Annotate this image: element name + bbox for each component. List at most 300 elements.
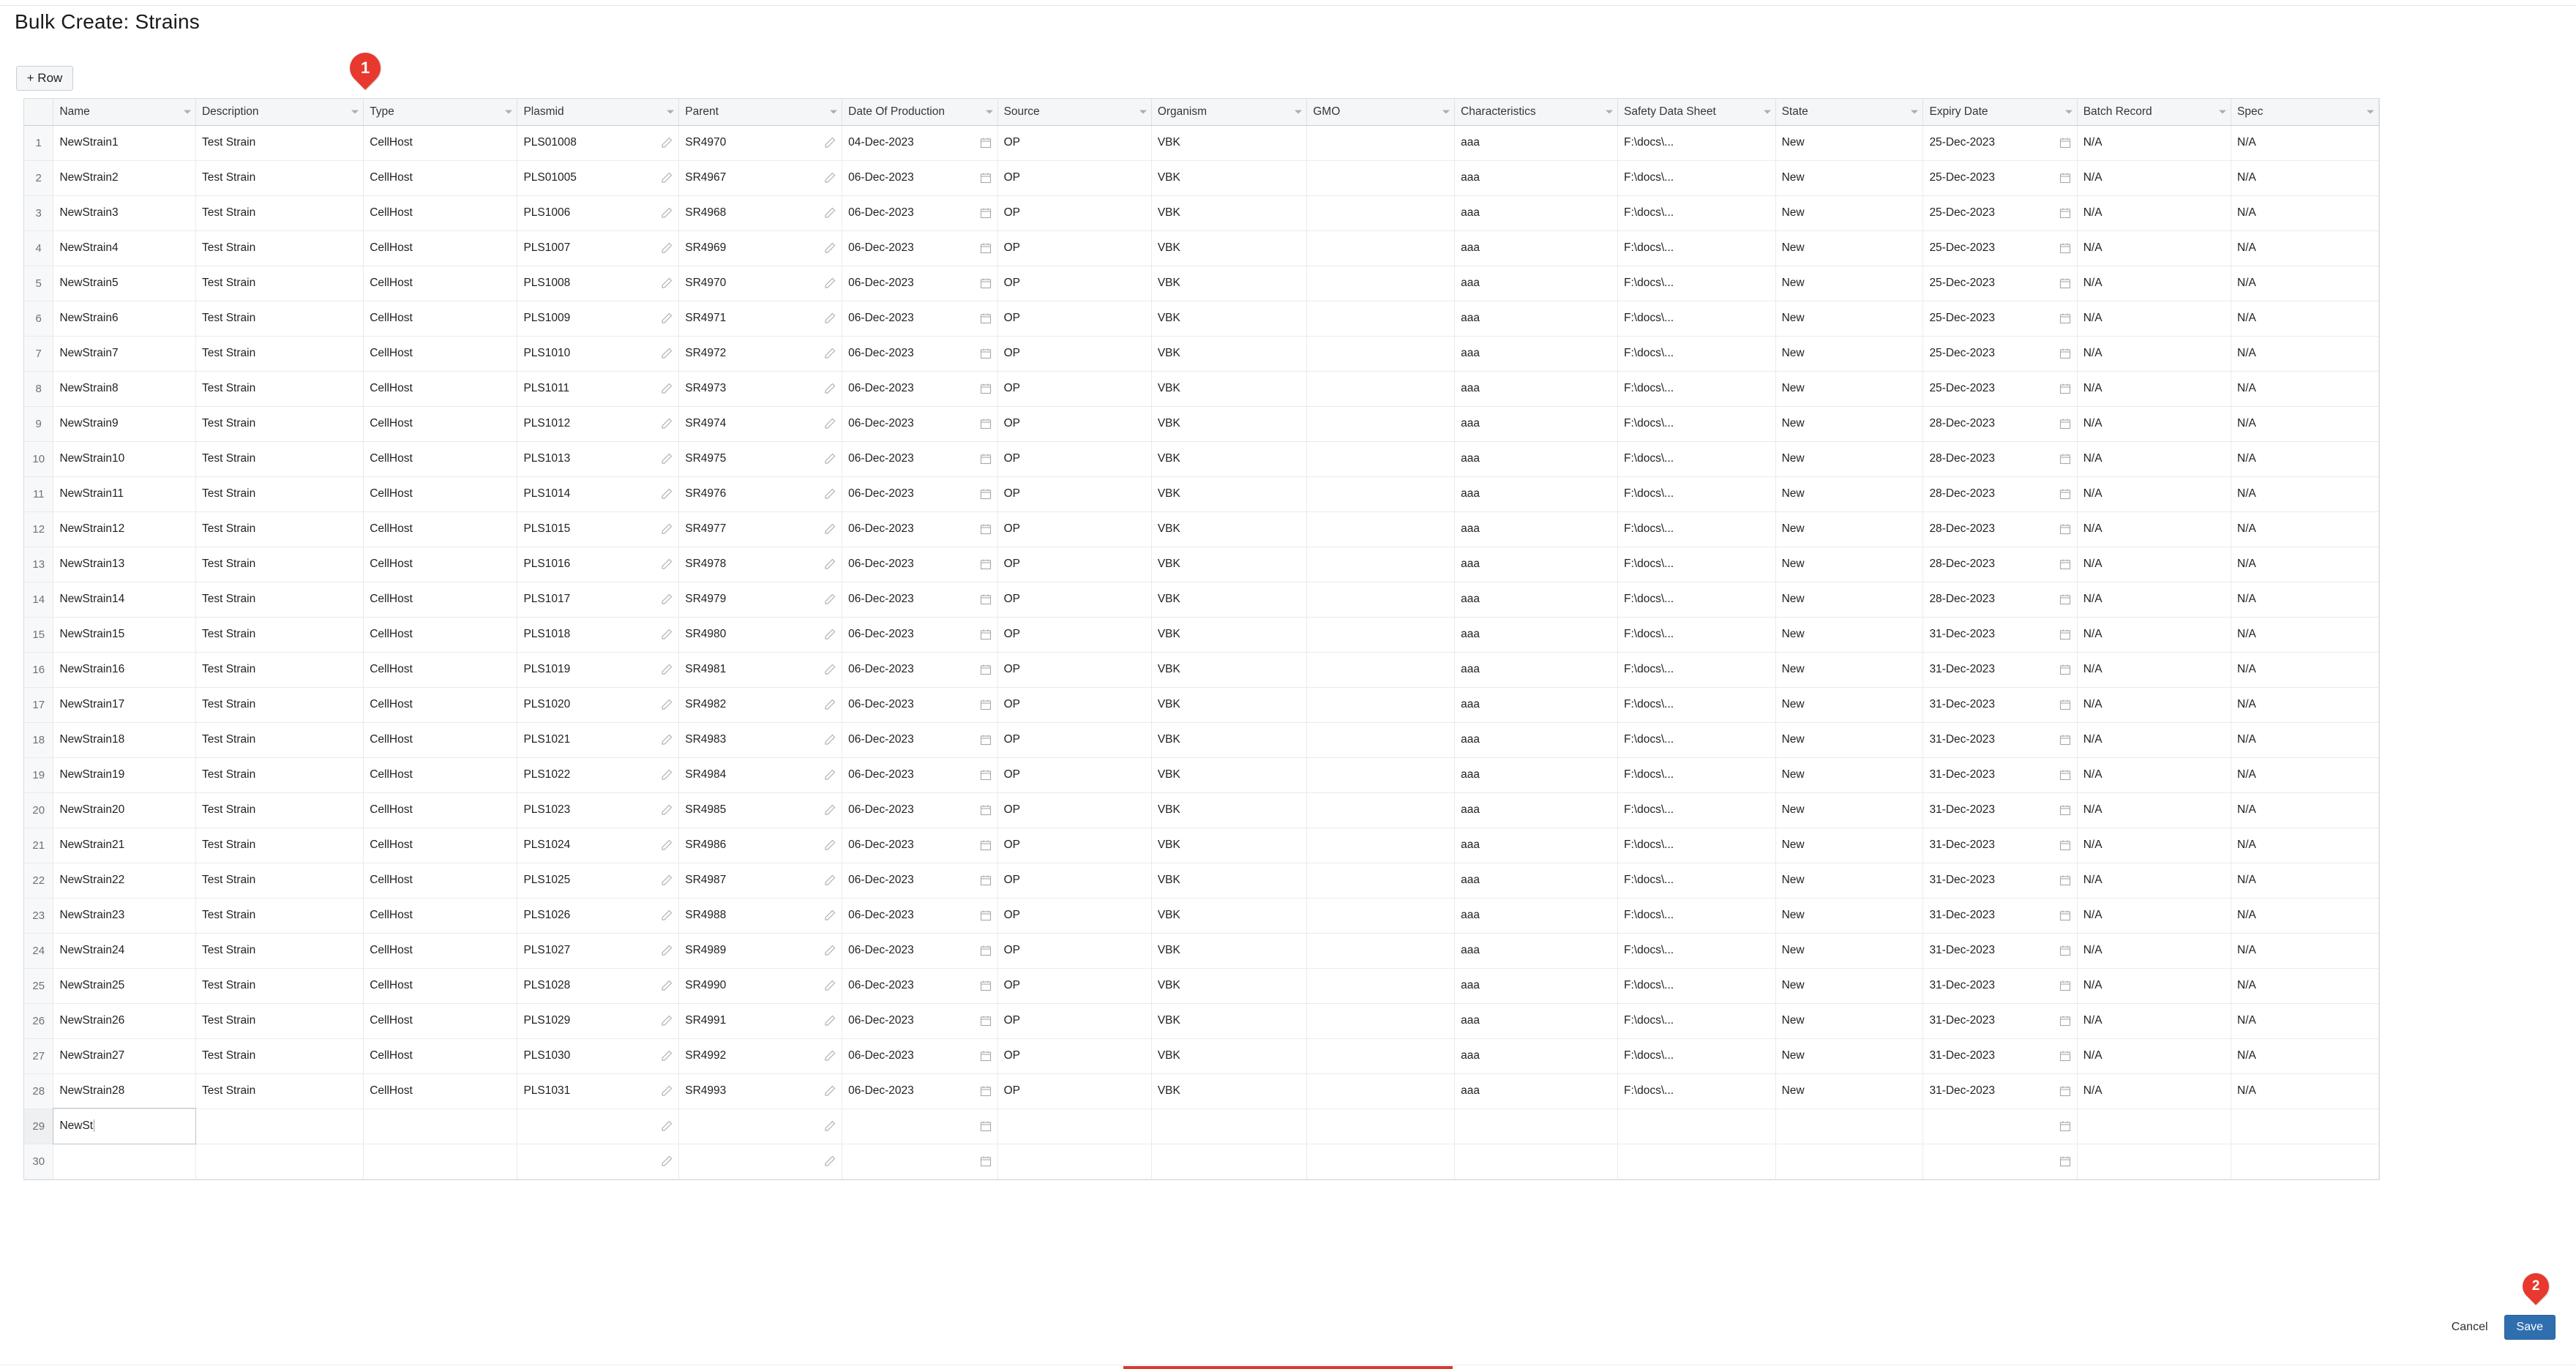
- edit-pencil-icon[interactable]: [824, 1085, 836, 1097]
- table-row[interactable]: [24, 1109, 2379, 1144]
- cell-type[interactable]: [364, 547, 517, 582]
- cell-batch_record[interactable]: [2077, 125, 2231, 160]
- cell-type[interactable]: [364, 336, 517, 371]
- cell-type[interactable]: [364, 722, 517, 757]
- cell-expiry_date[interactable]: [1923, 406, 2077, 441]
- cell-spec[interactable]: [2231, 511, 2379, 547]
- cell-characteristics[interactable]: [1455, 828, 1618, 863]
- cell-date_of_production[interactable]: [842, 722, 997, 757]
- cell-source[interactable]: [997, 1073, 1151, 1109]
- cell-name[interactable]: [53, 511, 196, 547]
- table-row[interactable]: [24, 828, 2379, 863]
- cell-state[interactable]: [1775, 757, 1923, 792]
- cell-plasmid[interactable]: [517, 160, 679, 195]
- edit-pencil-icon[interactable]: [824, 769, 836, 781]
- calendar-icon[interactable]: [980, 277, 992, 289]
- cell-safety_data_sheet[interactable]: [1618, 933, 1776, 968]
- cell-parent[interactable]: [679, 195, 842, 230]
- cell-organism[interactable]: [1151, 1073, 1306, 1109]
- cell-gmo[interactable]: [1307, 371, 1455, 406]
- cell-description[interactable]: [195, 1073, 363, 1109]
- cell-batch_record[interactable]: [2077, 266, 2231, 301]
- col-header-parent[interactable]: [679, 99, 842, 125]
- table-row[interactable]: [24, 301, 2379, 336]
- calendar-icon[interactable]: [2059, 523, 2071, 535]
- cell-organism[interactable]: [1151, 406, 1306, 441]
- cell-name[interactable]: [53, 441, 196, 476]
- cell-description[interactable]: [195, 371, 363, 406]
- cell-characteristics[interactable]: [1455, 617, 1618, 652]
- cell-spec[interactable]: [2231, 125, 2379, 160]
- sort-chevron-down-icon[interactable]: [1139, 110, 1147, 113]
- table-row[interactable]: [24, 1003, 2379, 1038]
- cell-expiry_date[interactable]: [1923, 792, 2077, 828]
- table-row[interactable]: [24, 230, 2379, 266]
- cell-expiry_date[interactable]: [1923, 441, 2077, 476]
- cell-date_of_production[interactable]: [842, 1144, 997, 1179]
- cell-source[interactable]: [997, 230, 1151, 266]
- cell-date_of_production[interactable]: [842, 828, 997, 863]
- cell-plasmid[interactable]: [517, 722, 679, 757]
- cell-date_of_production[interactable]: [842, 1109, 997, 1144]
- cell-name[interactable]: [53, 652, 196, 687]
- edit-pencil-icon[interactable]: [824, 453, 836, 465]
- cell-name[interactable]: [53, 336, 196, 371]
- cell-source[interactable]: [997, 371, 1151, 406]
- sort-chevron-down-icon[interactable]: [1911, 110, 1918, 113]
- cell-date_of_production[interactable]: [842, 266, 997, 301]
- cell-source[interactable]: [997, 441, 1151, 476]
- cell-spec[interactable]: [2231, 792, 2379, 828]
- cell-expiry_date[interactable]: [1923, 230, 2077, 266]
- cell-characteristics[interactable]: [1455, 406, 1618, 441]
- edit-pencil-icon[interactable]: [824, 488, 836, 500]
- table-row[interactable]: [24, 476, 2379, 511]
- cell-parent[interactable]: [679, 547, 842, 582]
- cell-gmo[interactable]: [1307, 863, 1455, 898]
- cell-date_of_production[interactable]: [842, 160, 997, 195]
- cell-state[interactable]: [1775, 476, 1923, 511]
- edit-pencil-icon[interactable]: [661, 629, 673, 640]
- cell-description[interactable]: [195, 1144, 363, 1179]
- cell-spec[interactable]: [2231, 722, 2379, 757]
- cell-expiry_date[interactable]: [1923, 511, 2077, 547]
- edit-pencil-icon[interactable]: [661, 1015, 673, 1027]
- table-row[interactable]: [24, 652, 2379, 687]
- cell-characteristics[interactable]: [1455, 1038, 1618, 1073]
- cell-safety_data_sheet[interactable]: [1618, 828, 1776, 863]
- edit-pencil-icon[interactable]: [824, 137, 836, 149]
- calendar-icon[interactable]: [2059, 242, 2071, 254]
- cell-spec[interactable]: [2231, 230, 2379, 266]
- cell-name[interactable]: [53, 125, 196, 160]
- cell-batch_record[interactable]: [2077, 547, 2231, 582]
- cell-source[interactable]: [997, 511, 1151, 547]
- edit-pencil-icon[interactable]: [824, 242, 836, 254]
- cell-characteristics[interactable]: [1455, 195, 1618, 230]
- cell-type[interactable]: [364, 441, 517, 476]
- calendar-icon[interactable]: [2059, 453, 2071, 465]
- cell-organism[interactable]: [1151, 266, 1306, 301]
- cell-safety_data_sheet[interactable]: [1618, 547, 1776, 582]
- sort-chevron-down-icon[interactable]: [986, 110, 993, 113]
- cell-gmo[interactable]: [1307, 652, 1455, 687]
- calendar-icon[interactable]: [980, 664, 992, 675]
- cell-organism[interactable]: [1151, 863, 1306, 898]
- cell-gmo[interactable]: [1307, 933, 1455, 968]
- cell-type[interactable]: [364, 406, 517, 441]
- table-row[interactable]: [24, 441, 2379, 476]
- cell-gmo[interactable]: [1307, 968, 1455, 1003]
- cell-safety_data_sheet[interactable]: [1618, 406, 1776, 441]
- cell-organism[interactable]: [1151, 1003, 1306, 1038]
- calendar-icon[interactable]: [2059, 734, 2071, 746]
- cell-batch_record[interactable]: [2077, 511, 2231, 547]
- cell-gmo[interactable]: [1307, 828, 1455, 863]
- cell-name[interactable]: [53, 547, 196, 582]
- cell-expiry_date[interactable]: [1923, 1073, 2077, 1109]
- cell-name[interactable]: [53, 195, 196, 230]
- cell-characteristics[interactable]: [1455, 125, 1618, 160]
- cell-batch_record[interactable]: [2077, 828, 2231, 863]
- calendar-icon[interactable]: [2059, 1085, 2071, 1097]
- cell-plasmid[interactable]: [517, 371, 679, 406]
- cell-parent[interactable]: [679, 1038, 842, 1073]
- cell-organism[interactable]: [1151, 441, 1306, 476]
- cell-characteristics[interactable]: [1455, 160, 1618, 195]
- calendar-icon[interactable]: [980, 769, 992, 781]
- cell-date_of_production[interactable]: [842, 511, 997, 547]
- cell-description[interactable]: [195, 582, 363, 617]
- cell-source[interactable]: [997, 266, 1151, 301]
- cell-type[interactable]: [364, 160, 517, 195]
- cell-plasmid[interactable]: [517, 230, 679, 266]
- cell-description[interactable]: [195, 1109, 363, 1144]
- cell-spec[interactable]: [2231, 266, 2379, 301]
- cell-batch_record[interactable]: [2077, 1003, 2231, 1038]
- edit-pencil-icon[interactable]: [824, 1050, 836, 1062]
- cell-parent[interactable]: [679, 687, 842, 722]
- edit-pencil-icon[interactable]: [824, 558, 836, 570]
- calendar-icon[interactable]: [2059, 769, 2071, 781]
- cell-expiry_date[interactable]: [1923, 933, 2077, 968]
- cell-state[interactable]: [1775, 301, 1923, 336]
- cell-date_of_production[interactable]: [842, 301, 997, 336]
- cell-characteristics[interactable]: [1455, 582, 1618, 617]
- calendar-icon[interactable]: [980, 348, 992, 359]
- cell-date_of_production[interactable]: [842, 863, 997, 898]
- cell-source[interactable]: [997, 968, 1151, 1003]
- cell-description[interactable]: [195, 301, 363, 336]
- cell-date_of_production[interactable]: [842, 968, 997, 1003]
- cell-characteristics[interactable]: [1455, 1003, 1618, 1038]
- cell-characteristics[interactable]: [1455, 476, 1618, 511]
- cell-state[interactable]: [1775, 933, 1923, 968]
- sort-chevron-down-icon[interactable]: [2065, 110, 2073, 113]
- cell-state[interactable]: [1775, 617, 1923, 652]
- edit-pencil-icon[interactable]: [824, 277, 836, 289]
- cell-gmo[interactable]: [1307, 125, 1455, 160]
- table-row[interactable]: [24, 1073, 2379, 1109]
- cell-date_of_production[interactable]: [842, 476, 997, 511]
- cell-source[interactable]: [997, 476, 1151, 511]
- cell-characteristics[interactable]: [1455, 687, 1618, 722]
- cell-date_of_production[interactable]: [842, 617, 997, 652]
- edit-pencil-icon[interactable]: [661, 348, 673, 359]
- cell-safety_data_sheet[interactable]: [1618, 617, 1776, 652]
- cell-date_of_production[interactable]: [842, 1003, 997, 1038]
- cell-batch_record[interactable]: [2077, 301, 2231, 336]
- cell-source[interactable]: [997, 547, 1151, 582]
- calendar-icon[interactable]: [2059, 909, 2071, 921]
- cell-organism[interactable]: [1151, 757, 1306, 792]
- cell-organism[interactable]: [1151, 160, 1306, 195]
- cell-spec[interactable]: [2231, 371, 2379, 406]
- cell-gmo[interactable]: [1307, 617, 1455, 652]
- cell-parent[interactable]: [679, 652, 842, 687]
- add-row-button[interactable]: + Row: [16, 66, 73, 91]
- cell-expiry_date[interactable]: [1923, 757, 2077, 792]
- cell-batch_record[interactable]: [2077, 1038, 2231, 1073]
- edit-pencil-icon[interactable]: [824, 383, 836, 394]
- calendar-icon[interactable]: [980, 945, 992, 956]
- cell-safety_data_sheet[interactable]: [1618, 687, 1776, 722]
- sort-chevron-down-icon[interactable]: [2219, 110, 2226, 113]
- edit-pencil-icon[interactable]: [661, 699, 673, 710]
- cell-type[interactable]: [364, 792, 517, 828]
- table-row[interactable]: [24, 160, 2379, 195]
- cell-date_of_production[interactable]: [842, 547, 997, 582]
- edit-pencil-icon[interactable]: [661, 980, 673, 991]
- edit-pencil-icon[interactable]: [661, 137, 673, 149]
- cell-gmo[interactable]: [1307, 1109, 1455, 1144]
- cell-state[interactable]: [1775, 863, 1923, 898]
- cell-gmo[interactable]: [1307, 1038, 1455, 1073]
- cell-spec[interactable]: [2231, 441, 2379, 476]
- cell-type[interactable]: [364, 125, 517, 160]
- cell-state[interactable]: [1775, 1073, 1923, 1109]
- cell-state[interactable]: [1775, 511, 1923, 547]
- cell-batch_record[interactable]: [2077, 1109, 2231, 1144]
- edit-pencil-icon[interactable]: [661, 734, 673, 746]
- col-header-name[interactable]: [53, 99, 196, 125]
- cell-state[interactable]: [1775, 1003, 1923, 1038]
- col-header-expiry-date[interactable]: [1923, 99, 2077, 125]
- calendar-icon[interactable]: [980, 699, 992, 710]
- cell-gmo[interactable]: [1307, 792, 1455, 828]
- cell-description[interactable]: [195, 511, 363, 547]
- cell-name[interactable]: [53, 933, 196, 968]
- edit-pencil-icon[interactable]: [661, 593, 673, 605]
- cell-state[interactable]: [1775, 652, 1923, 687]
- cell-name[interactable]: [53, 863, 196, 898]
- table-row[interactable]: [24, 617, 2379, 652]
- edit-pencil-icon[interactable]: [661, 277, 673, 289]
- cell-safety_data_sheet[interactable]: [1618, 301, 1776, 336]
- cell-parent[interactable]: [679, 230, 842, 266]
- cell-safety_data_sheet[interactable]: [1618, 1003, 1776, 1038]
- cell-organism[interactable]: [1151, 336, 1306, 371]
- cell-description[interactable]: [195, 476, 363, 511]
- cell-spec[interactable]: [2231, 828, 2379, 863]
- cell-characteristics[interactable]: [1455, 968, 1618, 1003]
- cell-parent[interactable]: [679, 160, 842, 195]
- cell-state[interactable]: [1775, 160, 1923, 195]
- cell-gmo[interactable]: [1307, 230, 1455, 266]
- cell-parent[interactable]: [679, 1003, 842, 1038]
- cell-gmo[interactable]: [1307, 722, 1455, 757]
- cell-safety_data_sheet[interactable]: [1618, 230, 1776, 266]
- cell-safety_data_sheet[interactable]: [1618, 898, 1776, 933]
- cell-parent[interactable]: [679, 722, 842, 757]
- table-row[interactable]: [24, 1144, 2379, 1179]
- cell-name[interactable]: [53, 828, 196, 863]
- calendar-icon[interactable]: [980, 734, 992, 746]
- cell-plasmid[interactable]: [517, 933, 679, 968]
- cell-name[interactable]: [53, 476, 196, 511]
- cell-plasmid[interactable]: [517, 582, 679, 617]
- col-header-date-of-production[interactable]: [842, 99, 997, 125]
- cell-safety_data_sheet[interactable]: [1618, 160, 1776, 195]
- cell-type[interactable]: [364, 687, 517, 722]
- cell-description[interactable]: [195, 125, 363, 160]
- cell-expiry_date[interactable]: [1923, 1109, 2077, 1144]
- edit-pencil-icon[interactable]: [661, 909, 673, 921]
- cell-source[interactable]: [997, 160, 1151, 195]
- cell-batch_record[interactable]: [2077, 406, 2231, 441]
- cell-batch_record[interactable]: [2077, 476, 2231, 511]
- calendar-icon[interactable]: [980, 418, 992, 430]
- cell-safety_data_sheet[interactable]: [1618, 1038, 1776, 1073]
- calendar-icon[interactable]: [980, 1050, 992, 1062]
- col-header-plasmid[interactable]: [517, 99, 679, 125]
- cell-state[interactable]: [1775, 125, 1923, 160]
- cell-state[interactable]: [1775, 371, 1923, 406]
- cell-expiry_date[interactable]: [1923, 582, 2077, 617]
- calendar-icon[interactable]: [2059, 207, 2071, 219]
- cell-state[interactable]: [1775, 195, 1923, 230]
- cell-type[interactable]: [364, 1003, 517, 1038]
- cell-name[interactable]: [53, 722, 196, 757]
- edit-pencil-icon[interactable]: [824, 207, 836, 219]
- cell-date_of_production[interactable]: [842, 757, 997, 792]
- cell-organism[interactable]: [1151, 476, 1306, 511]
- cell-characteristics[interactable]: [1455, 863, 1618, 898]
- cell-state[interactable]: [1775, 968, 1923, 1003]
- cell-date_of_production[interactable]: [842, 898, 997, 933]
- cell-gmo[interactable]: [1307, 336, 1455, 371]
- cell-name[interactable]: [53, 230, 196, 266]
- cell-parent[interactable]: [679, 476, 842, 511]
- cell-plasmid[interactable]: [517, 828, 679, 863]
- cell-gmo[interactable]: [1307, 511, 1455, 547]
- cell-date_of_production[interactable]: [842, 441, 997, 476]
- cell-name[interactable]: [53, 160, 196, 195]
- cell-batch_record[interactable]: [2077, 757, 2231, 792]
- cell-batch_record[interactable]: [2077, 1073, 2231, 1109]
- cell-state[interactable]: [1775, 1109, 1923, 1144]
- cell-gmo[interactable]: [1307, 476, 1455, 511]
- cell-description[interactable]: [195, 1003, 363, 1038]
- col-header-gmo[interactable]: [1307, 99, 1455, 125]
- cell-description[interactable]: [195, 687, 363, 722]
- cell-plasmid[interactable]: [517, 757, 679, 792]
- cell-date_of_production[interactable]: [842, 336, 997, 371]
- table-row[interactable]: [24, 863, 2379, 898]
- sort-chevron-down-icon[interactable]: [1295, 110, 1302, 113]
- table-row[interactable]: [24, 687, 2379, 722]
- cell-expiry_date[interactable]: [1923, 160, 2077, 195]
- col-header-source[interactable]: [997, 99, 1151, 125]
- calendar-icon[interactable]: [2059, 1155, 2071, 1167]
- cell-name[interactable]: [53, 617, 196, 652]
- cell-type[interactable]: [364, 582, 517, 617]
- cell-batch_record[interactable]: [2077, 898, 2231, 933]
- cell-source[interactable]: [997, 828, 1151, 863]
- calendar-icon[interactable]: [980, 242, 992, 254]
- cell-parent[interactable]: [679, 792, 842, 828]
- calendar-icon[interactable]: [980, 488, 992, 500]
- calendar-icon[interactable]: [980, 453, 992, 465]
- cell-characteristics[interactable]: [1455, 266, 1618, 301]
- cell-expiry_date[interactable]: [1923, 266, 2077, 301]
- cell-spec[interactable]: [2231, 547, 2379, 582]
- calendar-icon[interactable]: [2059, 558, 2071, 570]
- cell-type[interactable]: [364, 1144, 517, 1179]
- cell-type[interactable]: [364, 195, 517, 230]
- cell-state[interactable]: [1775, 547, 1923, 582]
- cell-characteristics[interactable]: [1455, 1144, 1618, 1179]
- calendar-icon[interactable]: [2059, 629, 2071, 640]
- cell-organism[interactable]: [1151, 1144, 1306, 1179]
- calendar-icon[interactable]: [2059, 1050, 2071, 1062]
- cell-characteristics[interactable]: [1455, 336, 1618, 371]
- cell-parent[interactable]: [679, 266, 842, 301]
- cell-gmo[interactable]: [1307, 1003, 1455, 1038]
- cell-safety_data_sheet[interactable]: [1618, 652, 1776, 687]
- cell-organism[interactable]: [1151, 617, 1306, 652]
- calendar-icon[interactable]: [980, 909, 992, 921]
- cell-plasmid[interactable]: [517, 301, 679, 336]
- cell-date_of_production[interactable]: [842, 371, 997, 406]
- cell-safety_data_sheet[interactable]: [1618, 371, 1776, 406]
- cell-date_of_production[interactable]: [842, 652, 997, 687]
- col-header-safety-data-sheet[interactable]: [1618, 99, 1776, 125]
- cell-date_of_production[interactable]: [842, 125, 997, 160]
- edit-pencil-icon[interactable]: [824, 629, 836, 640]
- cell-expiry_date[interactable]: [1923, 301, 2077, 336]
- cell-source[interactable]: [997, 195, 1151, 230]
- cell-description[interactable]: [195, 652, 363, 687]
- edit-pencil-icon[interactable]: [661, 1050, 673, 1062]
- edit-pencil-icon[interactable]: [661, 207, 673, 219]
- cell-source[interactable]: [997, 792, 1151, 828]
- sort-chevron-down-icon[interactable]: [505, 110, 512, 113]
- edit-pencil-icon[interactable]: [661, 172, 673, 184]
- calendar-icon[interactable]: [980, 312, 992, 324]
- cell-source[interactable]: [997, 582, 1151, 617]
- cell-description[interactable]: [195, 617, 363, 652]
- cell-batch_record[interactable]: [2077, 968, 2231, 1003]
- cell-source[interactable]: [997, 863, 1151, 898]
- cell-type[interactable]: [364, 511, 517, 547]
- edit-pencil-icon[interactable]: [661, 453, 673, 465]
- cell-source[interactable]: [997, 652, 1151, 687]
- cell-type[interactable]: [364, 652, 517, 687]
- calendar-icon[interactable]: [2059, 137, 2071, 149]
- cell-plasmid[interactable]: [517, 125, 679, 160]
- edit-pencil-icon[interactable]: [824, 172, 836, 184]
